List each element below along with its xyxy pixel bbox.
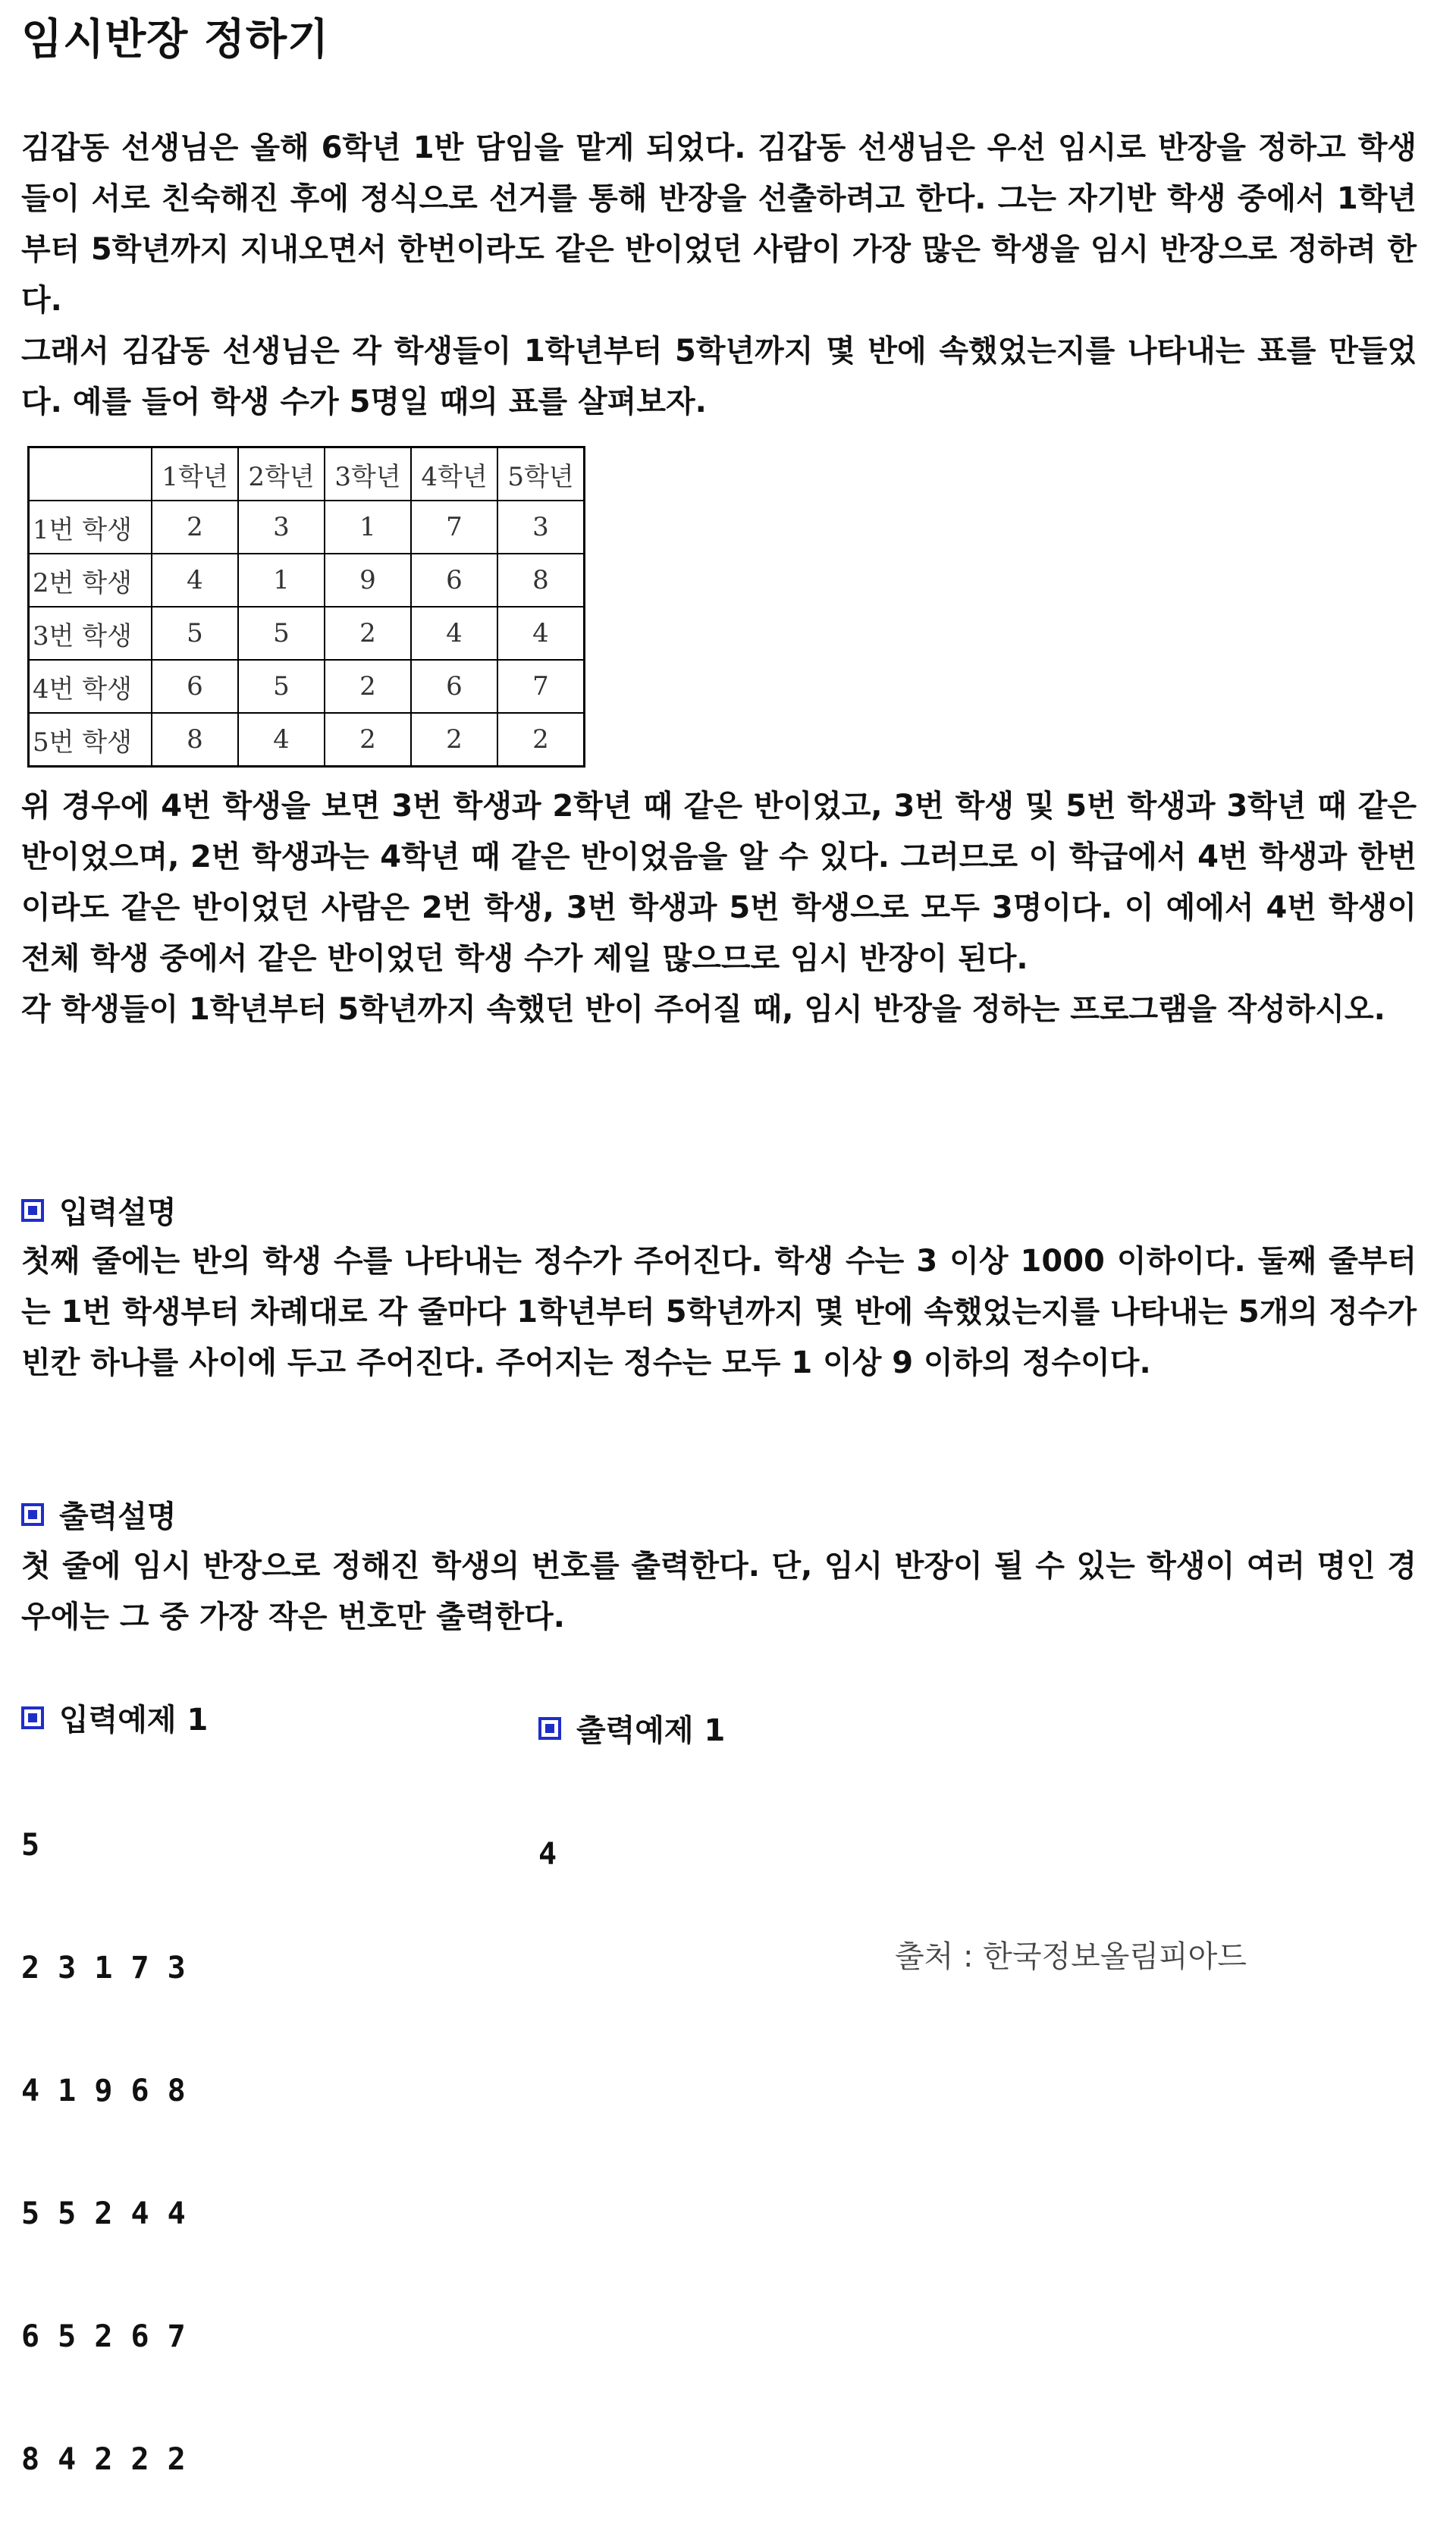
table-cell: 7 [497, 660, 585, 713]
table-cell: 5 [152, 607, 238, 660]
blue-square-icon [21, 1503, 44, 1526]
table-cell: 6 [411, 554, 497, 607]
table-cell: 1 [238, 554, 325, 607]
table-cell: 1 [325, 501, 411, 554]
blue-square-icon [21, 1706, 44, 1729]
sample-input-line: 5 [21, 1828, 40, 1863]
sample-input-line: 8 4 2 2 2 [21, 2442, 186, 2477]
table-row [29, 554, 585, 607]
table-cell: 4 [152, 554, 238, 607]
table-cell: 2 [411, 713, 497, 767]
output-section-title: 출력설명 [59, 1499, 177, 1534]
table-header-grade-1: 1학년 [152, 447, 238, 501]
table-cell: 3 [497, 501, 585, 554]
table-row [29, 501, 585, 554]
table-cell: 5 [238, 607, 325, 660]
class-assignment-table [27, 446, 585, 768]
output-section-body: 첫 줄에 임시 반장으로 정해진 학생의 번호를 출력한다. 단, 임시 반장이 될 수 있는 학생이 여러 명인 경우에는 그 중 가장 작은 번호만 출력한다. [21, 1549, 1417, 1634]
sample-input-line: 5 5 2 4 4 [21, 2196, 186, 2231]
blue-square-icon [21, 1199, 44, 1222]
sample-input-line: 6 5 2 6 7 [21, 2319, 186, 2354]
table-row-label: 4번 학생 [29, 660, 152, 713]
table-cell: 6 [152, 660, 238, 713]
input-section-heading [21, 1188, 177, 1232]
input-section-title: 입력설명 [59, 1195, 177, 1230]
table-cell: 2 [152, 501, 238, 554]
input-section-body: 첫째 줄에는 반의 학생 수를 나타내는 정수가 주어진다. 학생 수는 3 이상 1000 이하이다. 둘째 줄부터는 1번 학생부터 차례대로 각 줄마다 1학년부터 5학년까지 몇 반에 속했었는지를 나타내는 5개의 정수가 빈칸 하나를 사이에 두고 주어진다. 주어지는 정수는 모두 1 이상 9 이하의 정수이다. [21, 1244, 1417, 1380]
sample-input-line: 4 1 9 6 8 [21, 2074, 186, 2108]
table-corner-cell [29, 447, 152, 501]
table-intro-paragraph: 그래서 김갑동 선생님은 각 학생들이 1학년부터 5학년까지 몇 반에 속했었는지를 나타내는 표를 만들었다. 예를 들어 학생 수가 5명일 때의 표를 살펴보자. [21, 334, 1417, 419]
sample-input-title: 입력예제 1 [59, 1703, 209, 1738]
table-row-label: 2번 학생 [29, 554, 152, 607]
table-header-grade-5: 5학년 [497, 447, 585, 501]
table-row-label: 3번 학생 [29, 607, 152, 660]
intro-paragraph: 김갑동 선생님은 올해 6학년 1반 담임을 맡게 되었다. 김갑동 선생님은 우선 임시로 반장을 정하고 학생들이 서로 친숙해진 후에 정식으로 선거를 통해 반장을 선출하려고 한다. 그는 자기반 학생 중에서 1학년부터 5학년까지 지내오면서 한번이라도 같은 반이었던 사람이 가장 많은 학생을 임시 반장으로 정하려 한다. [21, 130, 1417, 318]
task-paragraph: 각 학생들이 1학년부터 5학년까지 속했던 반이 주어질 때, 임시 반장을 정하는 프로그램을 작성하시오. [21, 992, 1385, 1027]
blue-square-icon [538, 1717, 561, 1740]
sample-output-line: 4 [538, 1837, 557, 1872]
sample-input-block [21, 1743, 186, 2521]
table-cell: 6 [411, 660, 497, 713]
sample-output-block [538, 1752, 575, 1916]
table-cell: 7 [411, 501, 497, 554]
sample-input-line: 2 3 1 7 3 [21, 1951, 186, 1986]
table-row [29, 607, 585, 660]
page-title: 임시반장 정하기 [21, 15, 330, 64]
table-row [29, 713, 585, 767]
table-cell: 5 [238, 660, 325, 713]
table-cell: 4 [497, 607, 585, 660]
table-cell: 2 [325, 713, 411, 767]
output-section-heading [21, 1493, 177, 1536]
table-cell: 9 [325, 554, 411, 607]
table-cell: 2 [325, 607, 411, 660]
table-cell: 4 [238, 713, 325, 767]
sample-output-title: 출력예제 1 [576, 1713, 726, 1748]
table-header-row [29, 447, 585, 501]
sample-input-heading [21, 1696, 208, 1739]
table-cell: 2 [497, 713, 585, 767]
table-header-grade-2: 2학년 [238, 447, 325, 501]
table-header-grade-4: 4학년 [411, 447, 497, 501]
table-row-label: 5번 학생 [29, 713, 152, 767]
table-cell: 4 [411, 607, 497, 660]
table-row [29, 660, 585, 713]
table-cell: 8 [497, 554, 585, 607]
table-cell: 3 [238, 501, 325, 554]
example-explanation-paragraph: 위 경우에 4번 학생을 보면 3번 학생과 2학년 때 같은 반이었고, 3번 학생 및 5번 학생과 3학년 때 같은 반이었으며, 2번 학생과는 4학년 때 같은 반이었음을 알 수 있다. 그러므로 이 학급에서 4번 학생과 한번이라도 같은 반이었던 사람은 2번 학생, 3번 학생과 5번 학생으로 모두 3명이다. 이 예에서 4번 학생이 전체 학생 중에서 같은 반이었던 학생 수가 제일 많으므로 임시 반장이 된다. [21, 789, 1417, 976]
sample-output-heading [538, 1706, 725, 1750]
source-credit: 출처 : 한국정보올림피아드 [895, 1939, 1247, 1974]
table-cell: 8 [152, 713, 238, 767]
table-row-label: 1번 학생 [29, 501, 152, 554]
table-cell: 2 [325, 660, 411, 713]
table-header-grade-3: 3학년 [325, 447, 411, 501]
